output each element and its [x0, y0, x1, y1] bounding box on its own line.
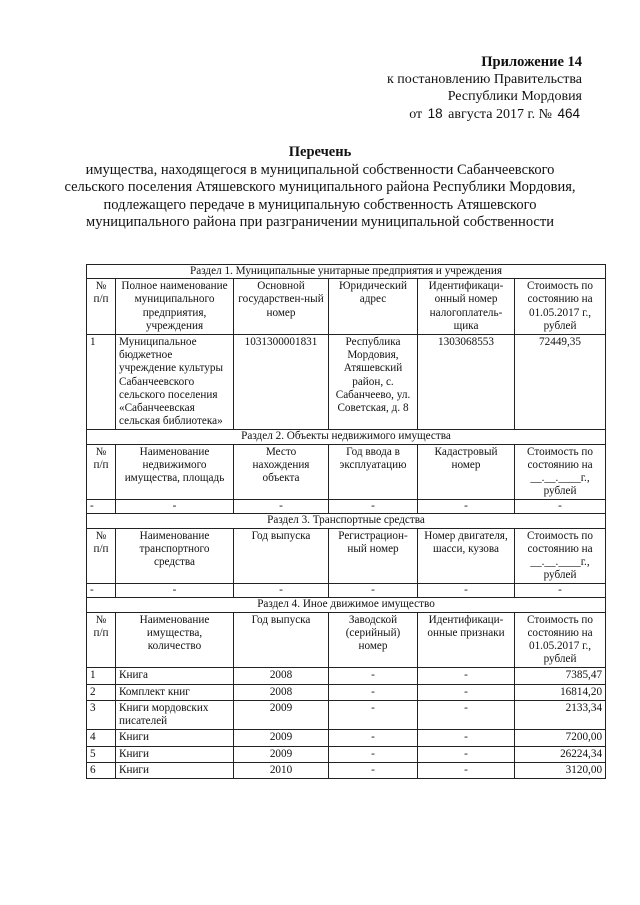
section-2-title: Раздел 2. Объекты недвижимого имущества [87, 430, 606, 444]
row-number: 6 [87, 762, 116, 778]
table-cell: - [515, 584, 606, 598]
header-cell: Идентификаци-онные признаки [418, 612, 515, 668]
item-name: Книги [116, 762, 234, 778]
table-cell: - [116, 500, 234, 514]
appendix-line-2: Республики Мордовия [447, 89, 582, 104]
row-number: 3 [87, 700, 116, 729]
header-cell: № п/п [87, 528, 116, 584]
item-year: 2008 [234, 668, 329, 684]
header-cell: Юридический адрес [329, 279, 418, 335]
row-number: 1 [87, 668, 116, 684]
identification: - [418, 746, 515, 762]
appendix-title: Приложение 14 [481, 54, 582, 70]
value-cell: 72449,35 [515, 335, 606, 430]
table-row [87, 335, 606, 430]
item-name: Книги [116, 730, 234, 746]
section-2-header-row [87, 444, 606, 500]
table-cell: - [234, 500, 329, 514]
appendix-header [322, 54, 582, 123]
identification: - [418, 762, 515, 778]
value-cell: 3120,00 [515, 762, 606, 778]
value-cell: 7385,47 [515, 668, 606, 684]
table-row [87, 668, 606, 684]
table-cell: - [329, 500, 418, 514]
item-year: 2009 [234, 700, 329, 729]
document-subtitle: имущества, находящегося в муниципальной собственности Сабанчеевского сельского поселения Атяшевского муниципального района Республики Мордовия, подлежащего передаче в муниципальную собственность Атяшевского муниципального района при разграничении муниципальной собственности [64, 161, 576, 230]
table-row [87, 500, 606, 514]
date-prefix: от [409, 107, 423, 122]
identification: - [418, 668, 515, 684]
document-number: 464 [557, 106, 580, 121]
table-cell: - [234, 584, 329, 598]
item-year: 2010 [234, 762, 329, 778]
row-number: 1 [87, 335, 116, 430]
item-year: 2009 [234, 746, 329, 762]
identification: - [418, 684, 515, 700]
institution-name: Муниципальное бюджетное учреждение культуры Сабанчеевского сельского поселения «Сабанчеевская сельская библиотека» [116, 335, 234, 430]
header-cell: Наименование транспортного средства [116, 528, 234, 584]
value-cell: 7200,00 [515, 730, 606, 746]
identification: - [418, 700, 515, 729]
table-row [87, 762, 606, 778]
serial-number: - [329, 730, 418, 746]
header-cell: Стоимость по состоянию на __.__.____г., рублей [515, 444, 606, 500]
section-3-header-row [87, 528, 606, 584]
table-cell: - [329, 584, 418, 598]
table-row [87, 584, 606, 598]
row-number: - [87, 584, 116, 598]
header-cell: Стоимость по состоянию на 01.05.2017 г., рублей [515, 612, 606, 668]
legal-address: Республика Мордовия, Атяшевский район, с. Сабанчеево, ул. Советская, д. 8 [329, 335, 418, 430]
inn-number: 1303068553 [418, 335, 515, 430]
table-row [87, 730, 606, 746]
row-number: - [87, 500, 116, 514]
ogrn-number: 1031300001831 [234, 335, 329, 430]
header-cell: Полное наименование муниципального предприятия, учреждения [116, 279, 234, 335]
table-row [87, 746, 606, 762]
header-cell: Стоимость по состоянию на 01.05.2017 г., рублей [515, 279, 606, 335]
table-row [87, 684, 606, 700]
table-cell: - [515, 500, 606, 514]
header-cell: Год выпуска [234, 612, 329, 668]
header-cell: Наименование имущества, количество [116, 612, 234, 668]
section-4-header-row [87, 612, 606, 668]
property-table [86, 264, 606, 779]
document-heading [60, 144, 580, 232]
serial-number: - [329, 746, 418, 762]
value-cell: 26224,34 [515, 746, 606, 762]
header-cell: Стоимость по состоянию на __.__.____г., рублей [515, 528, 606, 584]
section-1-title: Раздел 1. Муниципальные унитарные предприятия и учреждения [87, 265, 606, 279]
header-cell: Кадастровый номер [418, 444, 515, 500]
document-title: Перечень [288, 144, 352, 160]
header-cell: Идентификаци-онный номер налогоплатель-щика [418, 279, 515, 335]
header-cell: Заводской (серийный) номер [329, 612, 418, 668]
header-cell: Наименование недвижимого имущества, площадь [116, 444, 234, 500]
table-cell: - [418, 584, 515, 598]
value-cell: 16814,20 [515, 684, 606, 700]
serial-number: - [329, 668, 418, 684]
item-name: Комплект книг [116, 684, 234, 700]
appendix-date-line [322, 105, 582, 123]
section-1-header-row [87, 279, 606, 335]
header-cell: Регистрацион-ный номер [329, 528, 418, 584]
value-cell: 2133,34 [515, 700, 606, 729]
item-name: Книги [116, 746, 234, 762]
header-cell: Год выпуска [234, 528, 329, 584]
section-4-title: Раздел 4. Иное движимое имущество [87, 598, 606, 612]
table-cell: - [418, 500, 515, 514]
header-cell: Основной государствен-ный номер [234, 279, 329, 335]
table-row [87, 700, 606, 729]
table-cell: - [116, 584, 234, 598]
item-name: Книга [116, 668, 234, 684]
section-3-title: Раздел 3. Транспортные средства [87, 514, 606, 528]
appendix-line-1: к постановлению Правительства [386, 72, 582, 87]
header-cell: Место нахождения объекта [234, 444, 329, 500]
number-prefix: № [538, 107, 552, 122]
header-cell: № п/п [87, 612, 116, 668]
row-number: 5 [87, 746, 116, 762]
date-day: 18 [427, 106, 443, 121]
date-month-year: августа 2017 г. [448, 107, 536, 122]
header-cell: Год ввода в эксплуатацию [329, 444, 418, 500]
serial-number: - [329, 700, 418, 729]
item-name: Книги мордовских писателей [116, 700, 234, 729]
item-year: 2009 [234, 730, 329, 746]
serial-number: - [329, 762, 418, 778]
identification: - [418, 730, 515, 746]
row-number: 4 [87, 730, 116, 746]
row-number: 2 [87, 684, 116, 700]
header-cell: № п/п [87, 279, 116, 335]
item-year: 2008 [234, 684, 329, 700]
header-cell: Номер двигателя, шасси, кузова [418, 528, 515, 584]
header-cell: № п/п [87, 444, 116, 500]
serial-number: - [329, 684, 418, 700]
